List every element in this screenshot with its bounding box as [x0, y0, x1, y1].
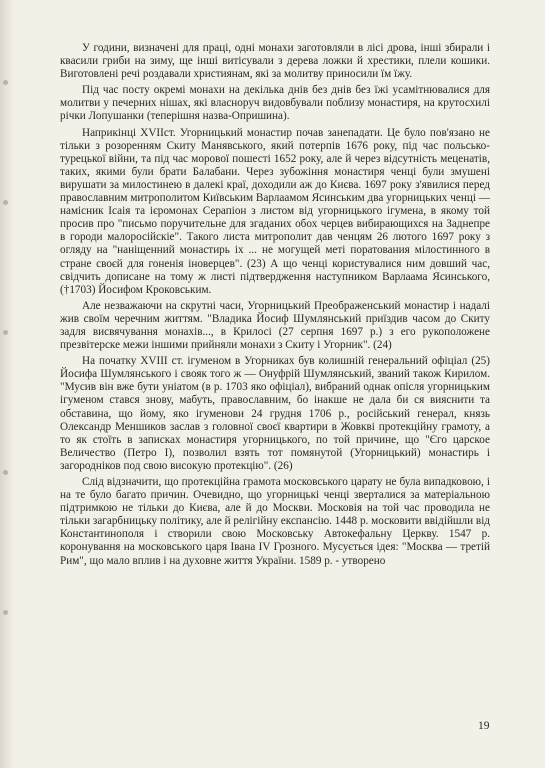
binding-hole: [3, 470, 8, 475]
paragraph: Під час посту окремі монахи на декілька днів без днів без їжі усамітнювалися для молитви у печерних нішах, які власноруч видовбували поблизу монастиря, на крутосхилі річки Лопушанки (теперішня назва-Опришина).: [60, 84, 490, 123]
binding-hole: [3, 610, 8, 615]
binding-hole: [3, 80, 8, 85]
paragraph: На початку XVIII ст. ігуменом в Угорниках був колишній генеральний офіціал (25) Йосифа Шумлянського і свояк того ж — Онуфрій Шумлянський, званий також Кирилом. "Мусив він вже бути уніатом (в р. 1703 яко офіціал), вибраний однак опісля угорницьким ігуменом стався знову, мабуть, православним, бо інакше не дала би ся вияснити та обставина, що йому, яко ігуменови 24 грудня 1706 р., російський генерал, князь Олександр Меншиков заслав з головної своєї квартири в Жовкві протекційну грамоту, а то як стоїть в записках монастиря угорницького, по той причине, що "Єго царское Величество (Петро І), позволил взять тот помянутой (Угорницький) монастирь і загородніков под свою високую протекцію". (26): [60, 355, 490, 472]
paragraph: Наприкінці XVIIст. Угорницький монастир почав занепадати. Це було пов'язано не тільки з розоренням Скиту Манявського, який потерпів 1676 року, під час польсько-турецької війни, та під час морової пошесті 1652 року, але й через відсутність меценатів, таких, якими були брати Балабани. Через зубожіння монастиря ченці були змушені вирушати за милостинею в далекі краї, доходили аж до Києва. 1697 року з'явилися перед православним митрополитом Київським Варлаамом Ясинським два угорницьких ченці — намісник Ісаія та ієромонах Серапіон з листом від угорницького ігумена, в якому той просив про "письмо поручительне для згаданих обох черцев вибирающихся на Заднепре в городи малоросійскіе". Такого листа митрополит дав ченцям 26 лютого 1697 року з огляду на "наніщенний монастирь іх ... не могущей меті поратования мілостинного в стране своєй для гоненія іноверцев". (23) А що ченці користувалися ним довший час, свідчить дописане на тому ж листі підтвердження наступником Варлаама Ясинського, (†1703) Йосифом Кроковським.: [60, 126, 490, 296]
binding-holes: [3, 0, 9, 768]
paragraph: Але незважаючи на скрутні часи, Угорницький Преображенський монастир і надалі жив своїм черечним життям. "Владика Йосиф Шумлянський приїздив часом до Скиту задля висвячування монахів..., в Крилосі (27 серпня 1697 р.) з его рукоположене презвітерске межи іншими прийняли монахи з Скиту і Угорник". (24): [60, 299, 490, 352]
paragraph: Слід відзначити, що протекційна грамота московського царату не була випадковою, і на те було багато причин. Очевидно, що угорницькі ченці зверталися за матеріальною підтримкою не тільки до Києва, але й до Москви. Московія на той час проводила не тільки загарбницьку політику, але й релігійну експансію. 1448 р. московити ввідійшли від Константинополя і створили свою Московську Автокефальну Церкву. 1547 р. коронування на московського царя Івана IV Грозного. Мусується ідея: "Москва — третій Рим", що мало вплив і на духовне життя України. 1589 р. - утворено: [60, 476, 490, 567]
page-number: 19: [478, 720, 490, 732]
binding-hole: [3, 200, 8, 205]
paragraph: У години, визначені для праці, одні монахи заготовляли в лісі дрова, інші збирали і квасили гриби на зиму, ще інші витісували з дерева ложки й хрестики, плели кошики. Виготовлені речі роздавали християнам, які за молитву приносили їм їжу.: [60, 42, 490, 81]
body-text: [60, 42, 490, 571]
binding-hole: [3, 330, 8, 335]
